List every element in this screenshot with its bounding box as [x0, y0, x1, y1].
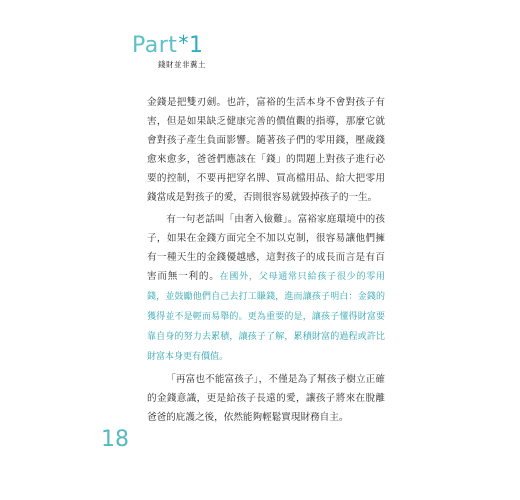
- star-icon: *: [178, 31, 189, 55]
- body-text: [147, 93, 385, 430]
- chapter-subtitle: 錢財並非糞土: [158, 60, 206, 69]
- paragraph-2: [147, 210, 385, 367]
- paragraph-3-text: 「再富也不能富孩子」，不僅是為了幫孩子樹立正確的金錢意識，更是給孩子長遠的愛，讓孩子將來在脫離爸爸的庇護之後，依然能夠輕鬆實現財務自主。: [147, 374, 385, 423]
- paragraph-3: [147, 370, 385, 427]
- part-label: [132, 31, 206, 58]
- page-number: 18: [101, 427, 129, 452]
- part-word: Part: [132, 33, 178, 58]
- paragraph-1: [147, 93, 385, 207]
- chapter-header: [132, 31, 206, 70]
- part-number: 1: [188, 33, 204, 58]
- paragraph-1-text: 金錢是把雙刃劍。也許，富裕的生活本身不會對孩子有害，但是如果缺乏健康完善的價值觀的指導，那麼它就會對孩子產生負面影響。隨著孩子們的零用錢，壓歲錢愈來愈多，爸爸們應該在「錢」的問題上對孩子進行必要的控制，不要再把穿名牌、買高檔用品、給大把零用錢當成是對孩子的愛，否則很容易就毀掉孩子的一生。: [147, 97, 385, 203]
- paragraph-2-text: 有一句老話叫「由奢入儉難」。富裕家庭環境中的孩子，如果在金錢方面完全不加以克制，很容易讓他們擁有一種天生的金錢優越感，這對孩子的成長而言是有百害而無一利的。: [147, 214, 385, 282]
- paragraph-2-highlight: 在國外，父母通常只給孩子很少的零用錢，並鼓勵他們自己去打工賺錢，進而讓孩子明白：金錢的獲得並不是輕而易舉的。更為重要的是，讓孩子懂得財富要靠自身的努力去累積，讓孩子了解，累積財富的過程或許比財富本身更有價值。: [147, 272, 385, 362]
